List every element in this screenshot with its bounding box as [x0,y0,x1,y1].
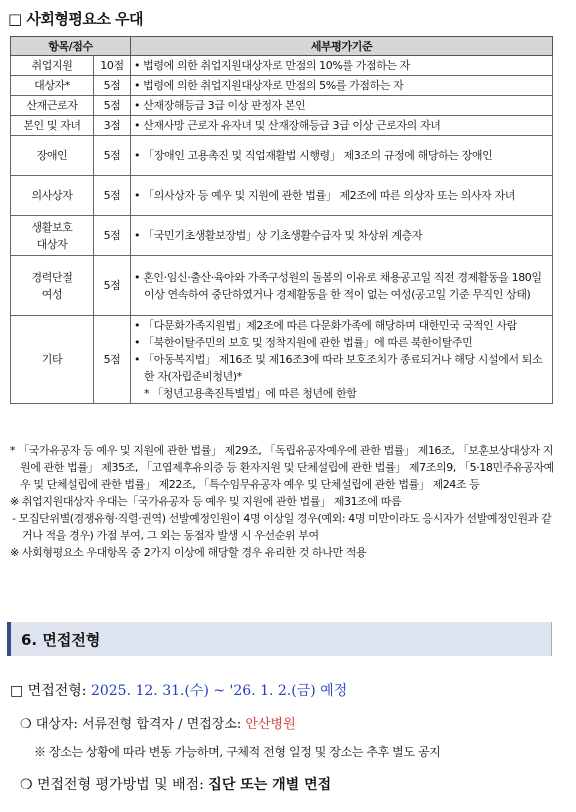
schedule-label: □ 면접전형: [10,683,87,699]
detail-text: • 「아동복지법」 제16조 및 제16조3에 따라 보호조치가 종료되거나 해당 시설에서 퇴소한 자(자립준비청년)* [134,353,543,383]
row-points: 5점 [94,136,131,176]
row-points: 10점 [94,56,131,76]
header-detail: 세부평가기준 [131,37,553,56]
row-detail [131,136,553,176]
table-row [11,176,553,216]
table-row [11,256,553,316]
section-heading-bar [7,622,552,656]
table-row [11,116,553,136]
row-detail: • 법령에 의한 취업지원대상자로 만점의 5%를 가점하는 자 [131,76,553,96]
detail-text: • 「다문화가족지원법」제2조에 따른 다문화가족에 해당하며 대한민국 국적인 사람 [134,319,517,332]
category-line: 경력단절 [31,270,73,284]
place-note: ※ 장소는 상황에 따라 변동 가능하며, 구체적 전형 일정 및 장소는 추후 별도 공지 [34,745,441,759]
row-category [11,256,94,316]
row-points: 5점 [94,96,131,116]
row-category: 기타 [11,316,94,404]
notes-block [10,442,555,561]
category-line: 대상자 [36,237,68,251]
note-priority-basis: ※ 취업지원대상자 우대는「국가유공자 등 예우 및 지원에 관한 법률」 제31조에 따름 [10,495,402,508]
detail-text: • 혼인·임신·출산·육아와 가족구성원의 돌봄의 이유로 채용공고일 직전 경제활동을 180일 이상 연속하여 중단하였거나 경제활동을 한 적이 없는 여성(공고일 기준 무직인 상태) [134,270,542,301]
criteria-table [10,36,553,404]
schedule-date: 2025. 12. 31.(수) ~ '26. 1. 2.(금) 예정 [90,683,348,699]
row-detail [131,256,553,316]
table-row [11,56,553,76]
row-category: 의사상자 [11,176,94,216]
row-points: 5점 [94,176,131,216]
table-row [11,216,553,256]
row-detail: • 법령에 의한 취업지원대상자로 만점의 10%를 가점하는 자 [131,56,553,76]
category-line: 생활보호 [31,220,73,234]
header-item: 항목/점수 [11,37,131,56]
row-category: 장애인 [11,136,94,176]
row-category [11,216,94,256]
detail-text: • 「장애인 고용촉진 및 직업재활법 시행령」 제3조의 규정에 해당하는 장애인 [134,149,493,162]
detail-text: • 「북한이탈주민의 보호 및 정착지원에 관한 법률」에 따른 북한이탈주민 [134,336,473,349]
method-label: ❍ 면접전형 평가방법 및 배점: [20,777,204,793]
table-row [11,136,553,176]
row-category: 취업지원 [11,56,94,76]
table-row [11,316,553,404]
section-title: □ 사회형평요소 우대 [8,10,144,28]
row-detail: • 「국민기초생활보장법」상 기초생활수급자 및 차상위 계층자 [131,216,553,256]
category-line: 여성 [41,287,63,301]
note-bonus-condition: - 모집단위별(경쟁유형·직렬·권역) 선발예정인원이 4명 이상일 경우(예외: 4명 미만이라도 응시자가 선발예정인원과 같거나 적을 경우) 가점 부여, 그 외는 동점자 발생 시 우선순위 부여 [12,512,552,542]
section-heading: 6. 면접전형 [21,631,101,649]
row-points: 5점 [94,216,131,256]
row-category: 본인 및 자녀 [11,116,94,136]
detail-footnote: * 「청년고용촉진특별법」에 따른 청년에 한함 [144,387,357,400]
row-points: 5점 [94,256,131,316]
row-detail [131,316,553,404]
target-label: ❍ 대상자: 서류전형 합격자 / 면접장소: [20,717,242,732]
row-detail [131,176,553,216]
target-place: 안산병원 [245,717,296,732]
table-row [11,76,553,96]
row-detail: • 산재사망 근로자 유자녀 및 산재장해등급 3급 이상 근로자의 자녀 [131,116,553,136]
method-value: 집단 또는 개별 면접 [208,777,332,793]
interview-schedule [10,680,347,700]
row-points: 5점 [94,316,131,404]
note-single-apply: ※ 사회형평요소 우대항목 중 2가지 이상에 해당할 경우 유리한 것 하나만 적용 [10,546,367,559]
table-header-row [11,37,553,56]
interview-target [20,713,296,732]
row-detail: • 산재장해등급 3급 이상 판정자 본인 [131,96,553,116]
note-law-list: * 「국가유공자 등 예우 및 지원에 관한 법률」 제29조, 「독립유공자예우에 관한 법률」 제16조, 「보훈보상대상자 지원에 관한 법률」 제35조, 「고엽제후유의증 등 환자지원 및 단체설립에 관한 법률」 제7조의9, 「5·18민주유공자예우 및 단체설립에 관한 법률」 제22조, 「특수임무유공자 예우 및 단체설립에 관한 법률」 제24조 등 [10,444,554,491]
table-row [11,96,553,116]
row-category: 산재근로자 [11,96,94,116]
row-points: 3점 [94,116,131,136]
row-category: 대상자* [11,76,94,96]
row-points: 5점 [94,76,131,96]
interview-method [20,774,331,794]
detail-text: • 「의사상자 등 예우 및 지원에 관한 법률」 제2조에 따른 의상자 또는 의사자 자녀 [134,189,515,202]
